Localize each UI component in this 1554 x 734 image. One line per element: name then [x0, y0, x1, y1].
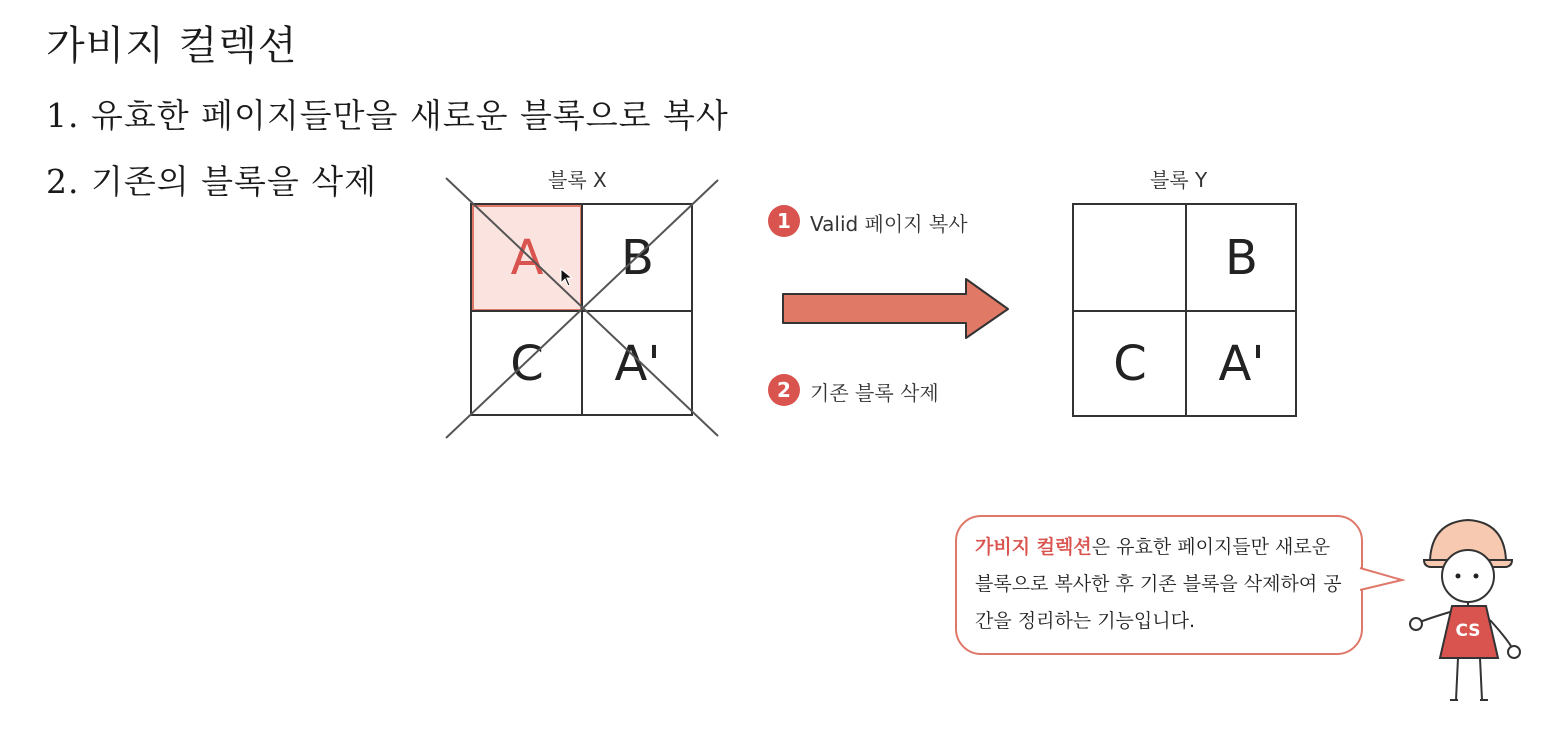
block-x-cell-a-prime: A': [614, 335, 661, 392]
block-y-divider-h: [1074, 310, 1295, 312]
block-x-label: 블록 X: [548, 168, 607, 192]
cs-character-illustration: [1400, 510, 1530, 710]
character-badge: CS: [1455, 621, 1481, 641]
step-2-text: 2. 기존의 블록을 삭제: [46, 162, 377, 201]
block-y-cell-b: B: [1225, 230, 1258, 286]
action-1-label: Valid 페이지 복사: [810, 212, 968, 236]
block-y-grid: [1072, 203, 1297, 417]
page-title: 가비지 컬렉션: [46, 23, 298, 69]
step-1-text: 1. 유효한 페이지들만을 새로운 블록으로 복사: [46, 96, 729, 135]
speech-highlight: 가비지 컬렉션: [975, 536, 1092, 558]
block-y-cell-a-prime: A': [1218, 336, 1265, 392]
step-badge-1: 1: [768, 205, 800, 237]
action-2-label: 기존 블록 삭제: [810, 381, 939, 405]
mouse-cursor-icon: [560, 268, 574, 288]
block-x-cell-c: C: [510, 335, 544, 392]
speech-bubble: [955, 515, 1363, 655]
block-y-cell-empty: [1074, 205, 1186, 311]
block-y-cell-c: C: [1113, 336, 1147, 392]
block-x-cell-b: B: [621, 230, 654, 286]
speech-text: 은 유효한 페이지들만 새로운 블록으로 복사한 후 기존 블록을 삭제하여 공간을 정리하는 기능입니다.: [975, 536, 1342, 632]
block-y-label: 블록 Y: [1150, 168, 1208, 192]
right-arrow-icon: [780, 276, 1014, 342]
step-badge-2: 2: [768, 374, 800, 406]
block-x-cell-a: A: [472, 205, 582, 311]
block-x-delete-cross: [440, 172, 730, 442]
